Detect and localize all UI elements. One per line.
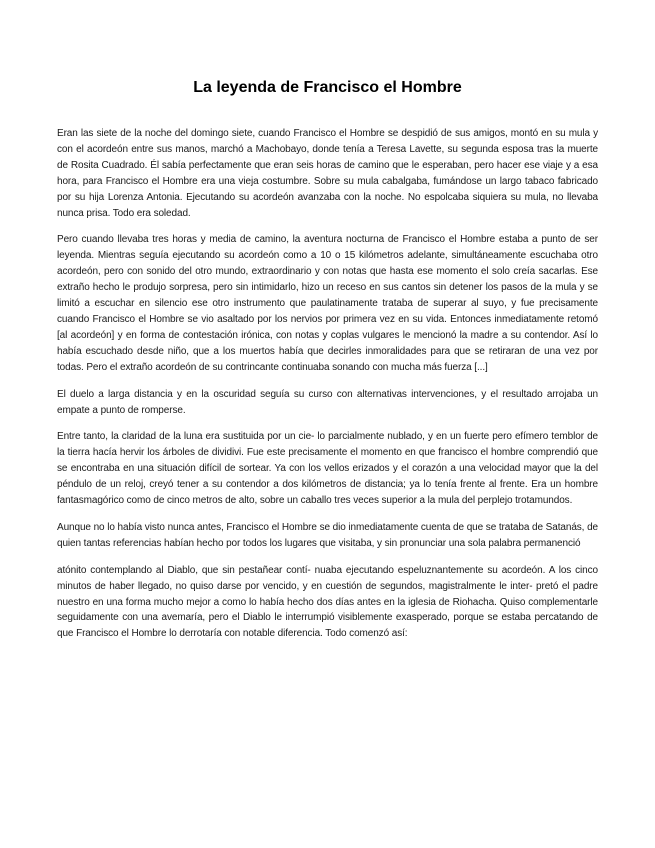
document-title: La leyenda de Francisco el Hombre [193, 79, 462, 96]
paragraph-5: Aunque no lo había visto nunca antes, Francisco el Hombre se dio inmediatamente cuenta de que se trataba de Satanás, de quien tantas referencias habían hecho por todos los lugares que visitaba, y sin pronunciar una sola palabra permanenció [57, 521, 598, 549]
paragraph-3: El duelo a larga distancia y en la oscuridad seguía su curso con alternativas intervenciones, y el resultado arrojaba un empate a punto de romperse. [57, 388, 598, 416]
paragraph-4: Entre tanto, la claridad de la luna era sustituida por un cie- lo parcialmente nublado, y en un fuerte pero efímero temblor de la tierra hacía hervir los árboles de dividivi. Fue este precisamente el momento en que francisco el hombre comprendió que se encontraba en una situación difícil de sortear. Ya con los vellos erizados y el corazón a una velocidad mayor que la del péndulo de un reloj, creyó tener a su contendor a dos kilómetros de distancia; ya lo tenía frente al frente. Era un hombre fantasmagórico como de cinco metros de alto, sobre un caballo tres veces superior a la mula del perplejo trotamundos. [57, 431, 598, 507]
paragraph-1: Eran las siete de la noche del domingo siete, cuando Francisco el Hombre se despidió de sus amigos, montó en su mula y con el acordeón entre sus manos, marchó a Machobayo, donde tenía a Teresa Lavette, su segunda esposa tras la muerte de Rosita Cuadrado. Él sabía perfectamente que eran seis horas de camino que le esperaban, pero hacer ese viaje y a esa hora, para Francisco el Hombre era una vieja costumbre. Sobre su mula cabalgaba, fumándose un largo tabaco fabricado por su hija Lorenza Antonia. Ejecutando su acordeón avanzaba con la noche. No espolcaba siquiera su mula, no llevaba nunca prisa. Todo era soledad. [57, 128, 598, 219]
document-page [57, 0, 598, 653]
paragraph-6: atónito contemplando al Diablo, que sin pestañear contí- nuaba ejecutando espeluznantemente su acordeón. A los cinco minutos de haber llegado, no quiso darse por vencido, y en cuestión de segundos, magistralmente le inter- pretó el padre nuestro en una forma mucho mejor a como lo había hecho dos días antes en la iglesia de Riohacha. Quiso complementarle seguidamente con una avemaría, pero el Diablo le interrumpió visiblemente exasperado, porque se estaba percatando de que Francisco el Hombre lo derrotaría con notable diferencia. Todo comenzó así: [57, 564, 598, 640]
document-body [57, 126, 598, 642]
paragraph-2: Pero cuando llevaba tres horas y media de camino, la aventura nocturna de Francisco el Hombre estaba a punto de ser leyenda. Mientras seguía ejecutando su acordeón como a 10 o 15 kilómetros adelante, simultáneamente escuchaba otro acordeón, pero con sonido del otro mundo, extraordinario y con notas que hasta ese momento el solo creía sacarlas. Ese extraño hecho le produjo sorpresa, pero sin intimidarlo, hizo un receso en sus cantos sin detener los pasos de la mula y se limitó a escuchar en silencio ese otro instrumento que paulatinamente trataba de superar al suyo, y fue precisamente cuando Francisco el Hombre se vio asaltado por los nervios por primera vez en su vida. Entonces inmediatamente retomó [al acordeón] y en forma de contestación irónica, con notas y coplas vulgares le mencionó la madre a su contendor. Así lo había escuchado desde niño, que a los muertos había que decirles inmoralidades para que se retiraran de una vez por todas. Pero el extraño acordeón de su contrincante continuaba sonando con mucha más fuerza [...] [57, 234, 598, 373]
